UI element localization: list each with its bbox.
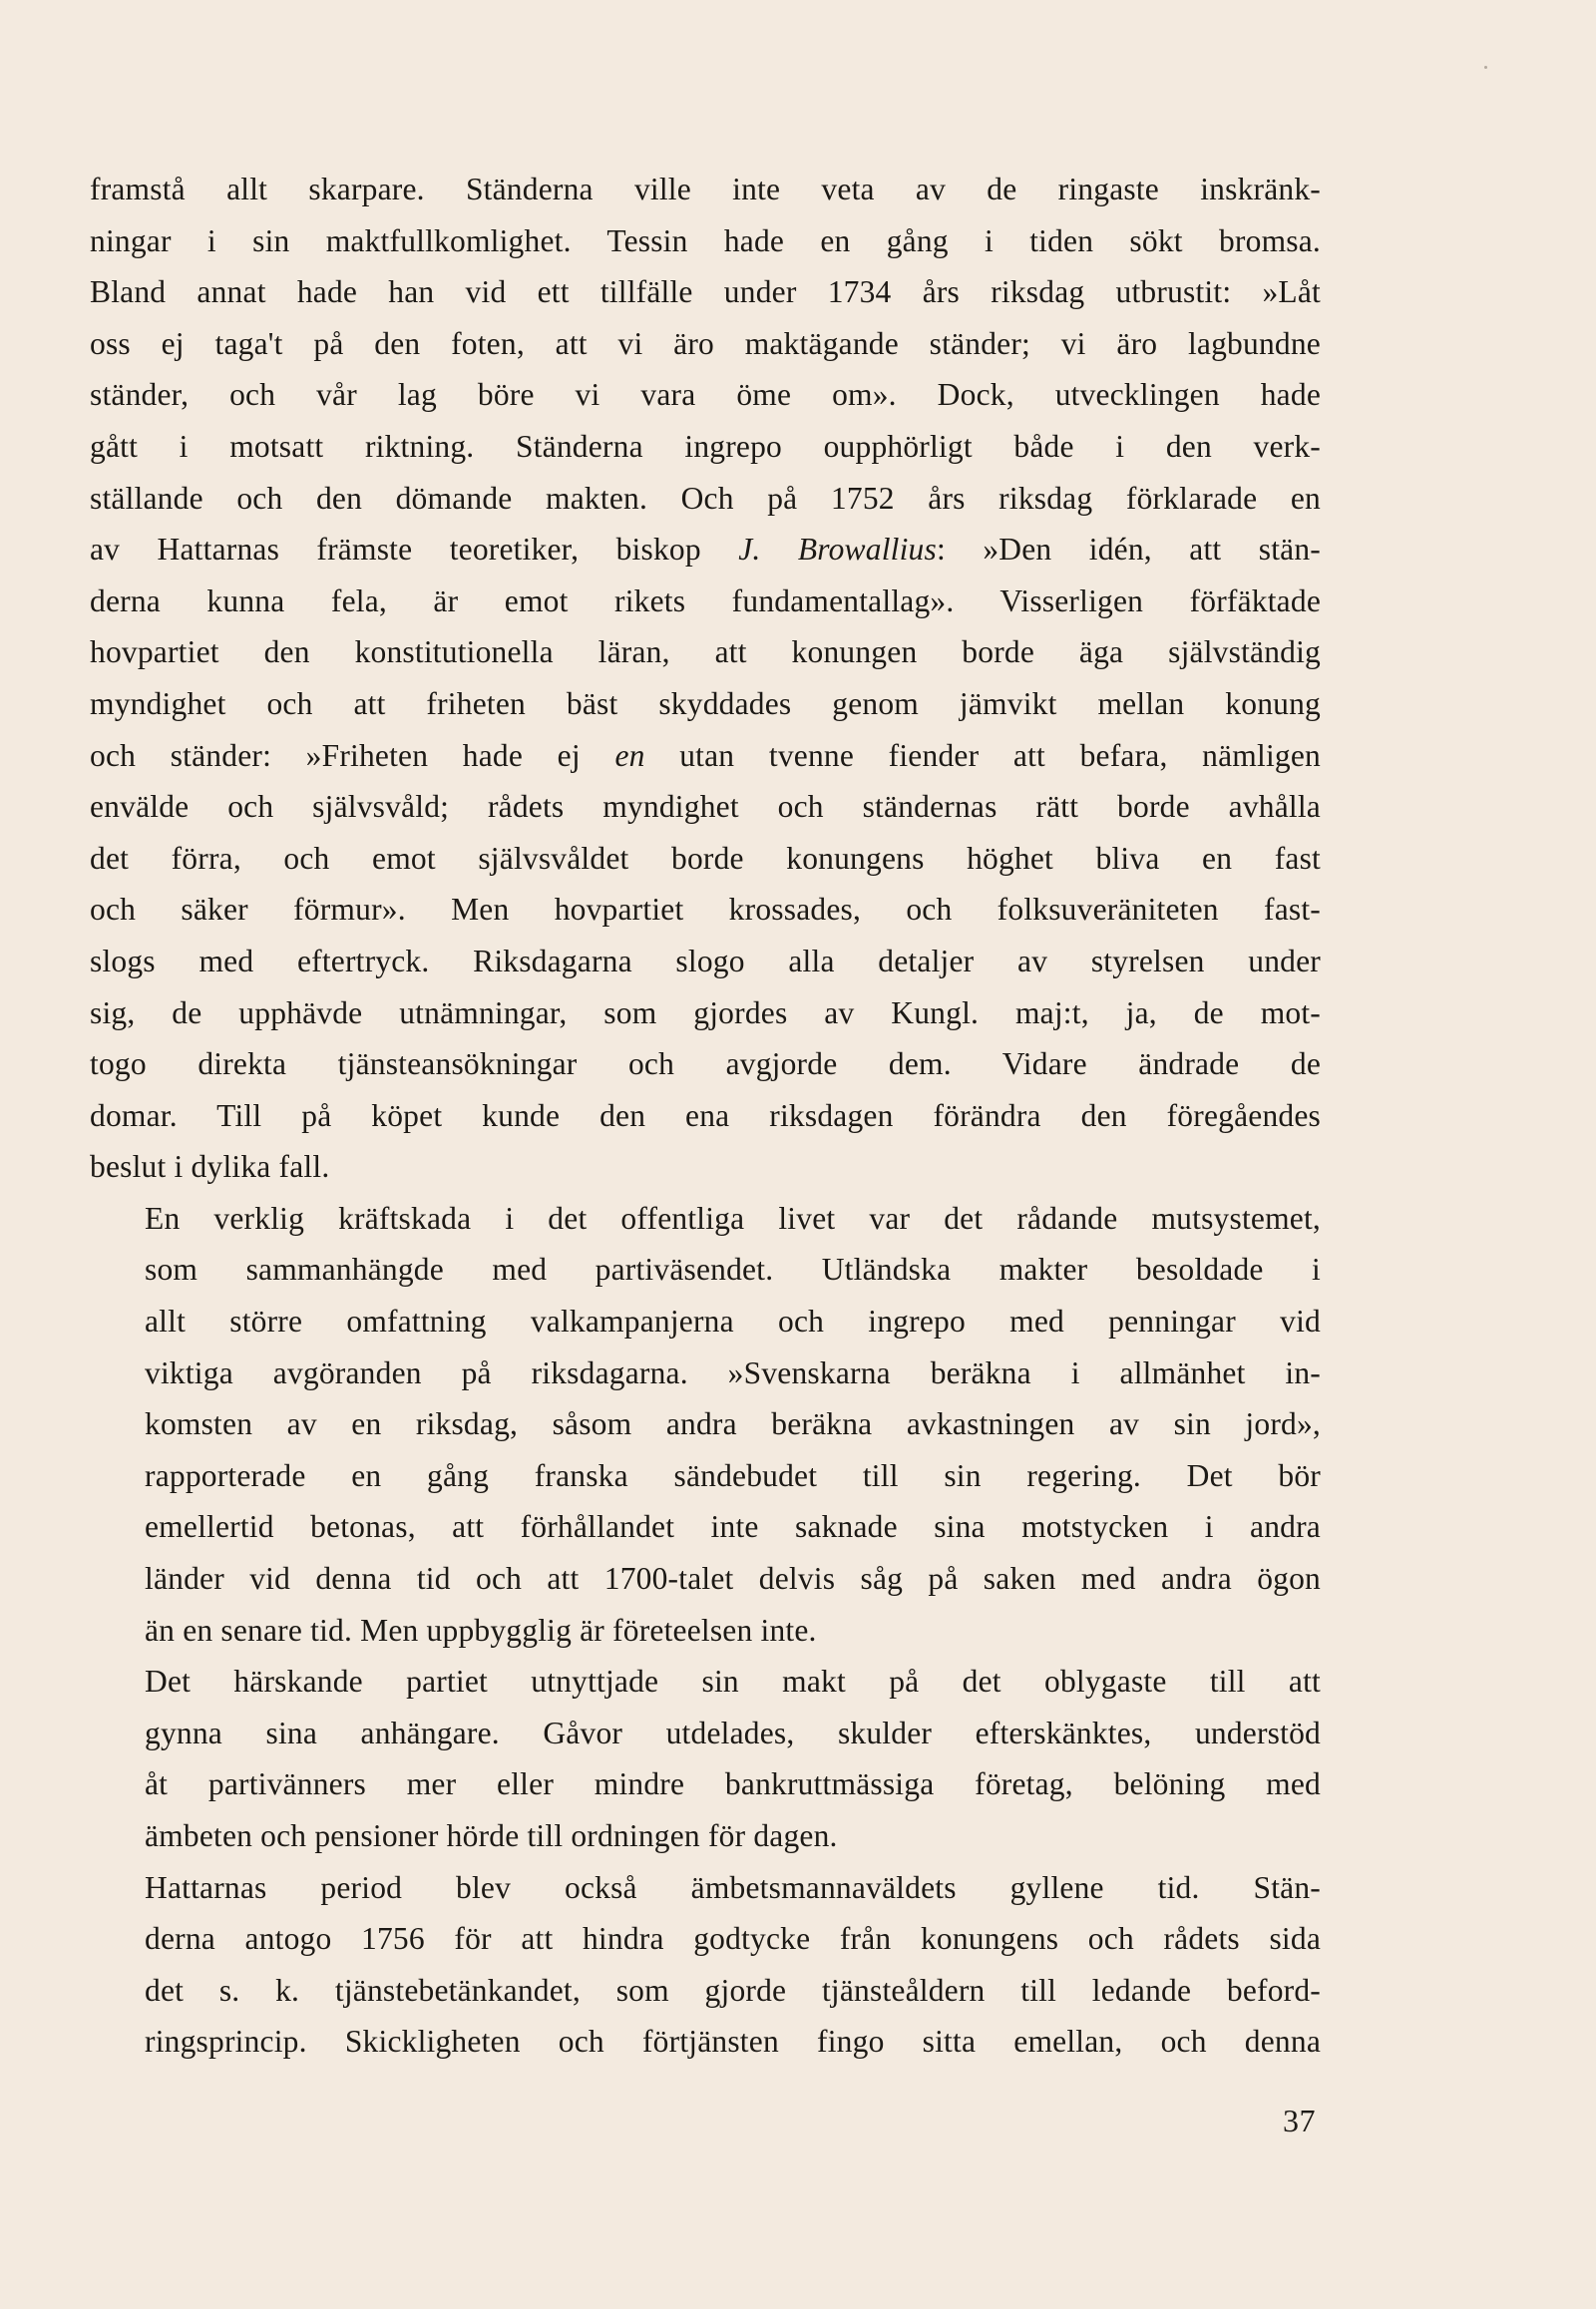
text-line bbox=[90, 781, 1321, 833]
text-segment: än en senare tid. Men uppbygglig är företeelsen inte. bbox=[145, 1612, 817, 1648]
text-line bbox=[90, 2016, 1321, 2068]
text-line bbox=[90, 936, 1321, 987]
italic-text: en bbox=[614, 737, 645, 773]
page-number: 37 bbox=[1283, 2103, 1316, 2138]
text-line bbox=[90, 1913, 1321, 1965]
page-body bbox=[90, 164, 1321, 2068]
text-segment: domar. Till på köpet kunde den ena riksdagen förändra den föregåendes bbox=[90, 1097, 1321, 1133]
text-line bbox=[90, 1862, 1321, 1914]
text-line bbox=[90, 730, 1321, 782]
text-line bbox=[90, 164, 1321, 215]
text-line bbox=[90, 1965, 1321, 2017]
text-line bbox=[90, 318, 1321, 370]
text-line bbox=[90, 987, 1321, 1039]
text-line bbox=[90, 626, 1321, 678]
text-segment: Det härskande partiet utnyttjade sin makt på det oblygaste till att bbox=[145, 1664, 1321, 1700]
text-segment: slogs med eftertryck. Riksdagarna slogo alla detaljer av styrelsen under bbox=[90, 943, 1321, 978]
text-segment: : »Den idén, att stän- bbox=[936, 532, 1321, 568]
text-line bbox=[90, 1193, 1321, 1245]
text-segment: gynna sina anhängare. Gåvor utdelades, skulder efterskänktes, understöd bbox=[145, 1715, 1321, 1750]
text-segment: ämbeten och pensioner hörde till ordningen för dagen. bbox=[145, 1818, 838, 1853]
text-line bbox=[90, 369, 1321, 421]
text-segment: ringsprincip. Skickligheten och förtjänsten fingo sitta emellan, och denna bbox=[145, 2024, 1321, 2060]
text-segment: ställande och den dömande makten. Och på 1752 års riksdag förklarade en bbox=[90, 480, 1321, 516]
text-line bbox=[90, 1244, 1321, 1296]
text-line bbox=[90, 1605, 1321, 1657]
text-line bbox=[90, 1141, 1321, 1193]
text-line bbox=[90, 833, 1321, 885]
text-line bbox=[90, 1501, 1321, 1553]
text-segment: viktiga avgöranden på riksdagarna. »Svenskarna beräkna i allmänhet in- bbox=[145, 1354, 1321, 1390]
text-segment: framstå allt skarpare. Ständerna ville inte veta av de ringaste inskränk- bbox=[90, 172, 1321, 206]
text-segment: åt partivänners mer eller mindre bankruttmässiga företag, belöning med bbox=[145, 1766, 1321, 1802]
text-segment: rapporterade en gång franska sändebudet till sin regering. Det bör bbox=[145, 1457, 1321, 1493]
paper-speck bbox=[1484, 66, 1487, 69]
text-segment: utan tvenne fiender att befara, nämligen bbox=[644, 737, 1321, 773]
italic-text: J. Browallius bbox=[738, 532, 937, 568]
paragraph bbox=[90, 1862, 1321, 2068]
text-segment: emellertid betonas, att förhållandet inte saknade sina motstycken i andra bbox=[145, 1509, 1321, 1545]
text-line bbox=[90, 473, 1321, 525]
text-line bbox=[90, 1398, 1321, 1450]
text-line bbox=[90, 1708, 1321, 1759]
text-segment: envälde och självsvåld; rådets myndighet och ständernas rätt borde avhålla bbox=[90, 789, 1321, 825]
text-segment: länder vid denna tid och att 1700-talet delvis såg på saken med andra ögon bbox=[145, 1561, 1321, 1597]
text-segment: komsten av en riksdag, såsom andra beräkna avkastningen av sin jord», bbox=[145, 1406, 1321, 1442]
text-segment: Bland annat hade han vid ett tillfälle under 1734 års riksdag utbrustit: »Låt bbox=[90, 274, 1321, 310]
text-segment: derna antogo 1756 för att hindra godtycke från konungens och rådets sida bbox=[145, 1921, 1321, 1957]
text-line bbox=[90, 1038, 1321, 1090]
text-line bbox=[90, 1758, 1321, 1810]
text-segment: och ständer: »Friheten hade ej bbox=[90, 737, 615, 773]
text-segment: togo direkta tjänsteansökningar och avgjorde dem. Vidare ändrade de bbox=[90, 1046, 1321, 1082]
text-segment: beslut i dylika fall. bbox=[90, 1149, 330, 1185]
paragraph bbox=[90, 1193, 1321, 1656]
text-segment: myndighet och att friheten bäst skyddades genom jämvikt mellan konung bbox=[90, 685, 1321, 721]
paragraph bbox=[90, 1656, 1321, 1861]
text-segment: av Hattarnas främste teoretiker, biskop bbox=[90, 532, 739, 568]
text-line bbox=[90, 1090, 1321, 1142]
text-line bbox=[90, 678, 1321, 730]
text-segment: det förra, och emot självsvåldet borde konungens höghet bliva en fast bbox=[90, 840, 1321, 876]
text-segment: allt större omfattning valkampanjerna och ingrepo med penningar vid bbox=[145, 1304, 1321, 1340]
text-line bbox=[90, 524, 1321, 576]
text-segment: ständer, och vår lag böre vi vara öme om». Dock, utvecklingen hade bbox=[90, 377, 1321, 413]
text-segment: derna kunna fela, är emot rikets fundamentallag». Visserligen förfäktade bbox=[90, 582, 1321, 618]
text-line bbox=[90, 266, 1321, 318]
text-line bbox=[90, 1450, 1321, 1502]
text-segment: ningar i sin maktfullkomlighet. Tessin hade en gång i tiden sökt bromsa. bbox=[90, 222, 1321, 258]
text-segment: det s. k. tjänstebetänkandet, som gjorde tjänsteåldern till ledande beford- bbox=[145, 1972, 1321, 2008]
text-segment: Hattarnas period blev också ämbetsmannaväldets gyllene tid. Stän- bbox=[145, 1869, 1321, 1905]
text-line bbox=[90, 1347, 1321, 1399]
text-segment: som sammanhängde med partiväsendet. Utländska makter besoldade i bbox=[145, 1252, 1321, 1288]
text-line bbox=[90, 421, 1321, 473]
text-segment: och säker förmur». Men hovpartiet krossades, och folksuveräniteten fast- bbox=[90, 892, 1321, 928]
text-line bbox=[90, 1296, 1321, 1347]
text-segment: gått i motsatt riktning. Ständerna ingrepo oupphörligt både i den verk- bbox=[90, 428, 1321, 464]
text-segment: oss ej taga't på den foten, att vi äro maktägande ständer; vi äro lagbundne bbox=[90, 325, 1321, 361]
text-line bbox=[90, 215, 1321, 267]
text-line bbox=[90, 1656, 1321, 1708]
text-line bbox=[90, 1810, 1321, 1862]
text-line bbox=[90, 884, 1321, 936]
text-segment: sig, de upphävde utnämningar, som gjordes av Kungl. maj:t, ja, de mot- bbox=[90, 994, 1321, 1030]
text-line bbox=[90, 1553, 1321, 1605]
paragraph bbox=[90, 164, 1321, 1193]
text-segment: hovpartiet den konstitutionella läran, att konungen borde äga självständig bbox=[90, 634, 1321, 670]
text-segment: En verklig kräftskada i det offentliga livet var det rådande mutsystemet, bbox=[145, 1200, 1321, 1236]
text-line bbox=[90, 576, 1321, 627]
